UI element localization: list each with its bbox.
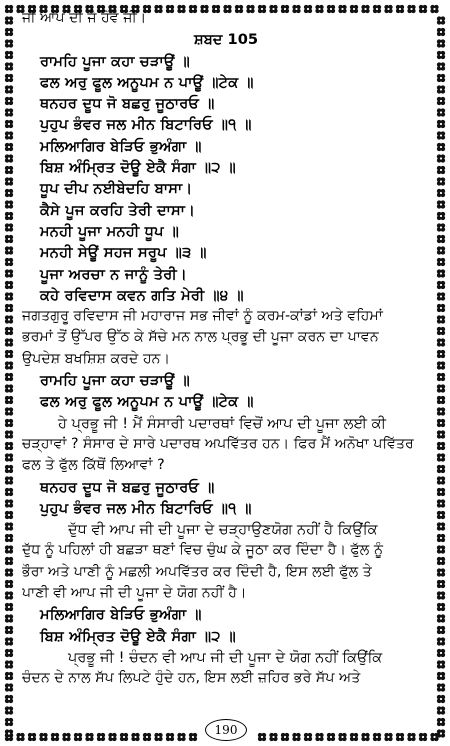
- flower-ornament: [437, 660, 445, 668]
- flower-ornament: [437, 591, 445, 599]
- flower-ornament: [97, 733, 105, 741]
- flower-ornament: [5, 511, 13, 519]
- flower-ornament: [437, 315, 445, 323]
- flower-ornament: [437, 338, 445, 346]
- flower-ornament: [5, 258, 13, 266]
- flower-ornament: [437, 189, 445, 197]
- flower-ornament: [5, 407, 13, 415]
- flower-ornament: [5, 246, 13, 254]
- flower-ornament: [437, 534, 445, 542]
- commentary-line: ਚੜ੍ਹਾਵਾਂ ? ਸੰਸਾਰ ਦੇ ਸਾਰੇ ਪਦਾਰਥ ਅਪਵਿੱਤਰ ਹਨ। ਫਿਰ ਮੈਂ ਅਨੋਖਾ ਪਵਿੱਤਰ: [22, 435, 414, 452]
- flower-ornament: [5, 672, 13, 680]
- flower-ornament: [437, 568, 445, 576]
- verse-line: ਪੂਜਾ ਅਰਚਾ ਨ ਜਾਨੂੰ ਤੇਰੀ।: [40, 265, 187, 283]
- flower-ornament: [437, 488, 445, 496]
- flower-ornament: [154, 733, 162, 741]
- flower-ornament: [384, 733, 392, 741]
- flower-ornament: [5, 545, 13, 553]
- flower-ornament: [437, 649, 445, 657]
- flower-ornament: [16, 733, 24, 741]
- flower-ornament: [437, 453, 445, 461]
- flower-ornament: [437, 74, 445, 82]
- flower-ornament: [5, 16, 13, 24]
- flower-ornament: [5, 304, 13, 312]
- flower-ornament: [5, 223, 13, 231]
- verse-line: ਪੁਹੁਪ ਭੰਵਰ ਜਲ ਮੀਨ ਬਿਟਾਰਿਓ ॥੧ ॥: [40, 499, 252, 517]
- commentary-line: ਭਰਮਾਂ ਤੋਂ ਉੱਪਰ ਉੱਠ ਕੇ ਸੱਚੇ ਮਨ ਨਾਲ ਪ੍ਰਭੂ ਦੀ ਪੂਜਾ ਕਰਨ ਦਾ ਪਾਵਨ: [22, 329, 379, 346]
- flower-ornament: [437, 16, 445, 24]
- flower-ornament: [5, 718, 13, 726]
- commentary-line: ਦੁੱਧ ਨੂੰ ਪਹਿਲਾਂ ਹੀ ਬਛੜਾ ਥਣਾਂ ਵਿਚ ਚੁੰਘ ਕੇ ਜੂਠਾ ਕਰ ਦਿੰਦਾ ਹੈ। ਫੁੱਲ ਨੂੰ: [22, 542, 384, 559]
- flower-ornament: [74, 733, 82, 741]
- flower-ornament: [5, 39, 13, 47]
- flower-ornament: [5, 361, 13, 369]
- flower-ornament: [437, 212, 445, 220]
- flower-ornament: [437, 350, 445, 358]
- flower-ornament: [5, 396, 13, 404]
- flower-ornament: [437, 603, 445, 611]
- flower-ornament: [5, 430, 13, 438]
- flower-ornament: [5, 453, 13, 461]
- flower-ornament: [5, 442, 13, 450]
- flower-ornament: [437, 39, 445, 47]
- flower-ornament: [437, 672, 445, 680]
- flower-ornament: [5, 706, 13, 714]
- flower-ornament: [5, 62, 13, 70]
- flower-ornament: [189, 733, 197, 741]
- verse-line: ਕੈਸੇ ਪੂਜ ਕਰਹਿ ਤੇਰੀ ਦਾਸਾ।: [40, 201, 196, 219]
- flower-ornament: [5, 695, 13, 703]
- flower-ornament: [5, 281, 13, 289]
- flower-ornament: [437, 361, 445, 369]
- commentary-line: ਪਾਣੀ ਵੀ ਆਪ ਜੀ ਦੀ ਪੂਜਾ ਦੇ ਯੋਗ ਨਹੀਂ ਹੈ।: [22, 585, 247, 602]
- flower-ornament: [437, 729, 445, 737]
- commentary-line: ਜੀ ਆਪ ਦੀ ਜੇ ਹੋਵੇ ਜੀ।: [22, 10, 147, 26]
- shabad-heading: ਸ਼ਬਦ 105: [193, 31, 259, 49]
- flower-ornament: [407, 733, 415, 741]
- flower-ornament: [5, 350, 13, 358]
- flower-ornament: [437, 545, 445, 553]
- flower-ornament: [437, 97, 445, 105]
- flower-ornament: [437, 407, 445, 415]
- flower-ornament: [51, 733, 59, 741]
- flower-ornament: [5, 292, 13, 300]
- flower-ornament: [5, 591, 13, 599]
- flower-ornament: [143, 733, 151, 741]
- flower-ornament: [437, 200, 445, 208]
- flower-ornament: [5, 108, 13, 116]
- flower-ornament: [5, 660, 13, 668]
- flower-ornament: [437, 614, 445, 622]
- verse-line: ਥਨਹਰ ਦੂਧ ਜੋ ਬਛਰੁ ਜੂਠਾਰਓ ॥: [40, 95, 215, 113]
- flower-ornament: [437, 269, 445, 277]
- flower-ornament: [166, 733, 174, 741]
- flower-ornament: [437, 327, 445, 335]
- flower-ornament: [39, 733, 47, 741]
- flower-ornament: [437, 28, 445, 36]
- flower-ornament: [437, 430, 445, 438]
- flower-ornament: [5, 637, 13, 645]
- flower-ornament: [5, 522, 13, 530]
- verse-line: ਮਨਹੀ ਸੇਊਂ ਸਹਜ ਸਰੂਪ ॥੩ ॥: [40, 244, 207, 262]
- flower-ornament: [5, 5, 13, 13]
- flower-ornament: [437, 419, 445, 427]
- flower-ornament: [304, 733, 312, 741]
- commentary-line: ਉਪਦੇਸ਼ ਬਖਸ਼ਿਸ਼ ਕਰਦੇ ਹਨ।: [22, 350, 171, 367]
- flower-ornament: [437, 695, 445, 703]
- verse-line: ਮਲਿਆਗਿਰ ਬੇੜਿਓ ਭੁਅੰਗਾ ॥: [40, 137, 202, 155]
- verse-line: ਫਲ ਅਰੁ ਫੂਲ ਅਨੂਪਮ ਨ ਪਾਊਂ ॥ਟੇਕ ॥: [40, 393, 254, 411]
- verse-line: ਪੁਹੁਪ ਭੰਵਰ ਜਲ ਮੀਨ ਬਿਟਾਰਿਓ ॥੧ ॥: [40, 116, 252, 134]
- flower-ornament: [5, 315, 13, 323]
- flower-ornament: [338, 733, 346, 741]
- flower-ornament: [28, 733, 36, 741]
- commentary-line: ਚੰਦਨ ਦੇ ਨਾਲ ਸੱਪ ਲਿਪਟੇ ਹੁੰਦੇ ਹਨ, ਇਸ ਲਈ ਜ਼ਹਿਰ ਭਰੇ ਸੱਪ ਅਤੇ: [22, 670, 361, 687]
- flower-ornament: [5, 683, 13, 691]
- flower-ornament: [5, 614, 13, 622]
- flower-ornament: [5, 154, 13, 162]
- flower-ornament: [5, 189, 13, 197]
- flower-ornament: [120, 733, 128, 741]
- verse-line: ਫਲ ਅਰੁ ਫੂਲ ਅਨੂਪਮ ਨ ਪਾਊਂ ॥ਟੇਕ ॥: [40, 73, 254, 91]
- flower-ornament: [85, 733, 93, 741]
- flower-ornament: [5, 419, 13, 427]
- flower-ornament: [437, 281, 445, 289]
- flower-ornament: [5, 476, 13, 484]
- verse-line: ਮਲਿਆਗਿਰ ਬੇੜਿਓ ਭੁਅੰਗਾ ॥: [40, 606, 202, 624]
- verse-line: ਕਹੇ ਰਵਿਦਾਸ ਕਵਨ ਗਤਿ ਮੇਰੀ ॥੪ ॥: [40, 286, 244, 304]
- flower-ornament: [315, 733, 323, 741]
- flower-ornament: [437, 396, 445, 404]
- flower-ornament: [437, 51, 445, 59]
- flower-ornament: [437, 580, 445, 588]
- flower-ornament: [437, 718, 445, 726]
- flower-ornament: [350, 733, 358, 741]
- page-text: [22, 8, 430, 708]
- flower-ornament: [361, 733, 369, 741]
- flower-ornament: [437, 258, 445, 266]
- flower-ornament: [437, 292, 445, 300]
- flower-ornament: [373, 733, 381, 741]
- flower-ornament: [5, 649, 13, 657]
- commentary-line: ਫਲ ਤੇ ਫੁੱਲ ਕਿੱਥੋਂ ਲਿਆਵਾਂ ?: [22, 457, 165, 474]
- flower-ornament: [437, 62, 445, 70]
- flower-ornament: [396, 733, 404, 741]
- flower-ornament: [437, 511, 445, 519]
- flower-ornament: [258, 733, 266, 741]
- page-number: 190: [205, 719, 247, 741]
- flower-ornament: [269, 733, 277, 741]
- flower-ornament: [5, 212, 13, 220]
- flower-ornament: [437, 706, 445, 714]
- flower-ornament: [177, 733, 185, 741]
- flower-ornament: [5, 269, 13, 277]
- flower-ornament: [437, 683, 445, 691]
- verse-line: ਮਨਹੀ ਪੂਜਾ ਮਨਹੀ ਧੂਪ ॥: [40, 222, 180, 240]
- flower-ornament: [5, 51, 13, 59]
- flower-ornament: [5, 626, 13, 634]
- verse-line: ਰਾਮਹਿ ਪੂਜਾ ਕਹਾ ਚੜਾਊਂ ॥: [40, 372, 190, 390]
- flower-ornament: [5, 327, 13, 335]
- flower-ornament: [327, 733, 335, 741]
- flower-ornament: [437, 85, 445, 93]
- flower-ornament: [5, 28, 13, 36]
- flower-ornament: [437, 246, 445, 254]
- verse-line: ਧੂਪ ਦੀਪ ਨਈਬੇਦਹਿ ਬਾਸਾ।: [40, 180, 193, 198]
- verse-line: ਰਾਮਹਿ ਪੂਜਾ ਕਹਾ ਚੜਾਊਂ ॥: [40, 52, 190, 70]
- verse-line: ਬਿਸ਼ ਅੰਮ੍ਰਿਤ ਦੋਊ ਏਕੈ ਸੰਗਾ ॥੨ ॥: [40, 627, 236, 645]
- flower-ornament: [437, 143, 445, 151]
- commentary-line: ਜਗਤਗੁਰੂ ਰਵਿਦਾਸ ਜੀ ਮਹਾਰਾਜ ਸਭ ਜੀਵਾਂ ਨੂੰ ਕਰਮ-ਕਾਂਡਾਂ ਅਤੇ ਵਹਿਮਾਂ: [22, 308, 383, 325]
- flower-ornament: [5, 177, 13, 185]
- commentary-line: ਭੌਰਾ ਅਤੇ ਪਾਣੀ ਨੂੰ ਮਛਲੀ ਅਪਵਿੱਤਰ ਕਰ ਦਿੰਦੀ ਹੈ, ਇਸ ਲਈ ਫੁੱਲ ਤੇ: [22, 563, 372, 580]
- flower-ornament: [437, 154, 445, 162]
- flower-ornament: [419, 733, 427, 741]
- flower-ornament: [430, 5, 438, 13]
- flower-ornament: [5, 338, 13, 346]
- flower-ornament: [437, 131, 445, 139]
- flower-ornament: [437, 108, 445, 116]
- flower-ornament: [437, 373, 445, 381]
- flower-ornament: [437, 442, 445, 450]
- flower-ornament: [5, 120, 13, 128]
- flower-ornament: [437, 626, 445, 634]
- flower-ornament: [437, 120, 445, 128]
- flower-ornament: [5, 373, 13, 381]
- verse-line: ਬਿਸ਼ ਅੰਮ੍ਰਿਤ ਦੋਊ ਏਕੈ ਸੰਗਾ ॥੨ ॥: [40, 159, 236, 177]
- flower-ornament: [437, 637, 445, 645]
- flower-ornament: [5, 384, 13, 392]
- flower-ornament: [5, 499, 13, 507]
- flower-ornament: [437, 304, 445, 312]
- flower-ornament: [108, 733, 116, 741]
- flower-ornament: [437, 223, 445, 231]
- flower-ornament: [437, 166, 445, 174]
- flower-ornament: [5, 166, 13, 174]
- commentary-line: ਦੁੱਧ ਵੀ ਆਪ ਜੀ ਦੀ ਪੂਜਾ ਦੇ ਚੜ੍ਹਾਉਣਯੋਗ ਨਹੀਂ ਹੈ ਕਿਉਂਕਿ: [68, 521, 378, 539]
- flower-ornament: [62, 733, 70, 741]
- flower-ornament: [5, 534, 13, 542]
- flower-ornament: [5, 143, 13, 151]
- flower-ornament: [5, 97, 13, 105]
- flower-ornament: [437, 235, 445, 243]
- flower-ornament: [131, 733, 139, 741]
- flower-ornament: [281, 733, 289, 741]
- flower-ornament: [5, 568, 13, 576]
- flower-ornament: [437, 476, 445, 484]
- flower-ornament: [5, 131, 13, 139]
- flower-ornament: [5, 580, 13, 588]
- verse-line: ਥਨਹਰ ਦੂਧ ਜੋ ਬਛਰੁ ਜੂਠਾਰਓ ॥: [40, 478, 215, 496]
- flower-ornament: [437, 522, 445, 530]
- flower-ornament: [5, 74, 13, 82]
- flower-ornament: [5, 488, 13, 496]
- commentary-line: ਹੇ ਪ੍ਰਭੂ ਜੀ ! ਮੈਂ ਸੰਸਾਰੀ ਪਦਾਰਥਾਂ ਵਿਚੋਂ ਆਪ ਦੀ ਪੂਜਾ ਲਈ ਕੀ: [58, 414, 387, 432]
- flower-ornament: [5, 235, 13, 243]
- flower-ornament: [437, 384, 445, 392]
- flower-ornament: [5, 85, 13, 93]
- flower-ornament: [5, 557, 13, 565]
- flower-ornament: [5, 603, 13, 611]
- flower-ornament: [437, 177, 445, 185]
- flower-ornament: [437, 499, 445, 507]
- commentary-line: ਪ੍ਰਭੂ ਜੀ ! ਚੰਦਨ ਵੀ ਆਪ ਜੀ ਦੀ ਪੂਜਾ ਦੇ ਯੋਗ ਨਹੀਂ ਕਿਉਂਕਿ: [68, 648, 383, 666]
- flower-ornament: [5, 729, 13, 737]
- flower-ornament: [5, 200, 13, 208]
- flower-ornament: [437, 557, 445, 565]
- flower-ornament: [5, 465, 13, 473]
- flower-ornament: [437, 465, 445, 473]
- flower-ornament: [292, 733, 300, 741]
